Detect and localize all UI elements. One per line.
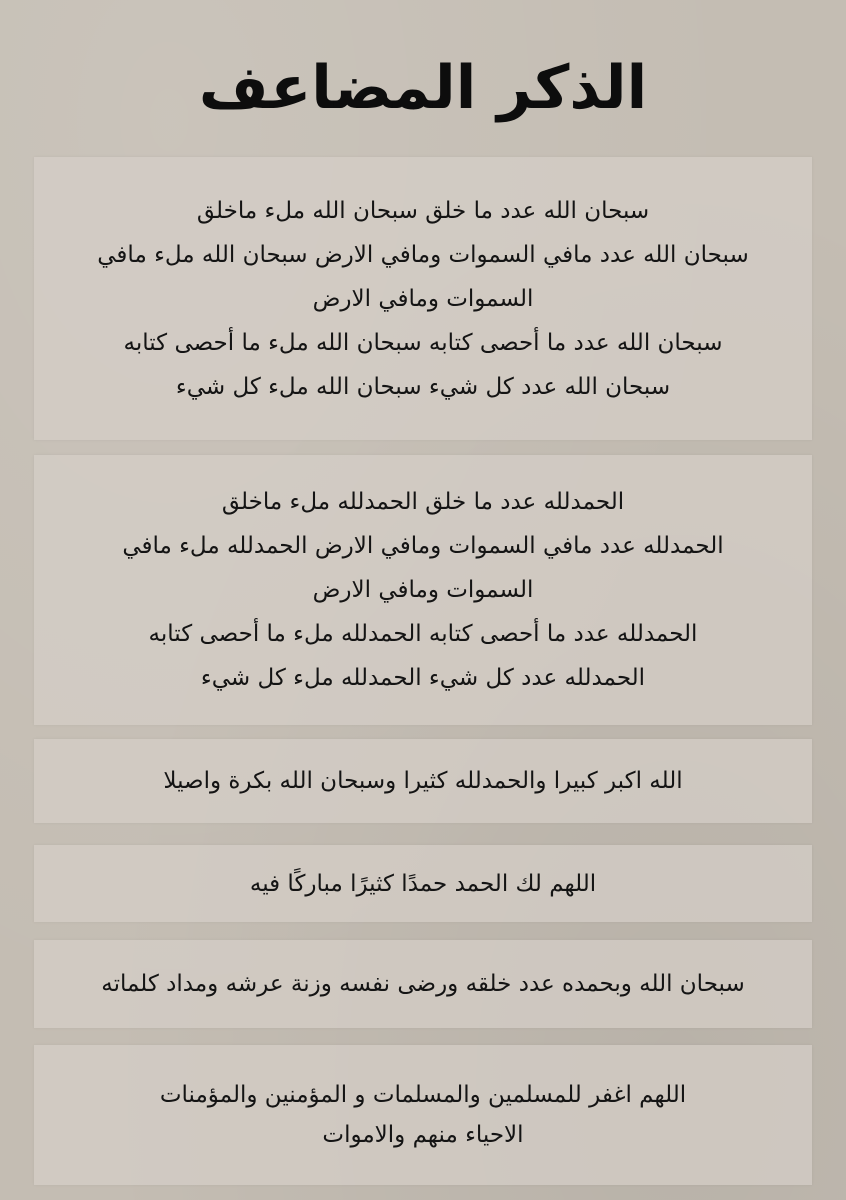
dhikr-card-subhanallah-wabihamdihi	[34, 940, 812, 1028]
dhikr-line: الحمدلله عدد كل شيء الحمدلله ملء كل شيء	[200, 665, 646, 691]
dhikr-line: الحمدلله عدد ما خلق الحمدلله ملء ماخلق	[221, 489, 625, 515]
dhikr-card-tasbih	[34, 157, 812, 440]
page-title: الذكر المضاعف	[198, 53, 648, 123]
dhikr-line: الله اكبر كبيرا والحمدلله كثيرا وسبحان الله بكرة واصيلا	[163, 768, 683, 794]
dhikr-card-istighfar	[34, 1045, 812, 1185]
dhikr-line: الحمدلله عدد مافي السموات ومافي الارض الحمدلله ملء مافي	[122, 533, 724, 559]
dhikr-line: اللهم اغفر للمسلمين والمسلمات و المؤمنين والمؤمنات	[159, 1082, 687, 1108]
dhikr-line: سبحان الله عدد ما أحصى كتابه سبحان الله ملء ما أحصى كتابه	[123, 329, 723, 356]
dhikr-line: سبحان الله وبحمده عدد خلقه ورضى نفسه وزنة عرشه ومداد كلماته	[101, 971, 745, 997]
dhikr-line: سبحان الله عدد مافي السموات ومافي الارض سبحان الله ملء مافي	[97, 241, 749, 268]
dhikr-line: اللهم لك الحمد حمدًا كثيرًا مباركًا فيه	[249, 870, 597, 897]
dhikr-card-tahmid	[34, 455, 812, 725]
dhikr-card-takbir	[34, 739, 812, 823]
dhikr-line: السموات ومافي الارض	[312, 285, 534, 312]
dhikr-line: السموات ومافي الارض	[312, 577, 534, 603]
dhikr-line: سبحان الله عدد كل شيء سبحان الله ملء كل شيء	[175, 373, 671, 400]
dhikr-line: الحمدلله عدد ما أحصى كتابه الحمدلله ملء ما أحصى كتابه	[148, 621, 698, 647]
dhikr-line: الاحياء منهم والاموات	[322, 1122, 524, 1148]
dhikr-card-praise	[34, 845, 812, 922]
dhikr-line: سبحان الله عدد ما خلق سبحان الله ملء ماخلق	[196, 197, 650, 224]
